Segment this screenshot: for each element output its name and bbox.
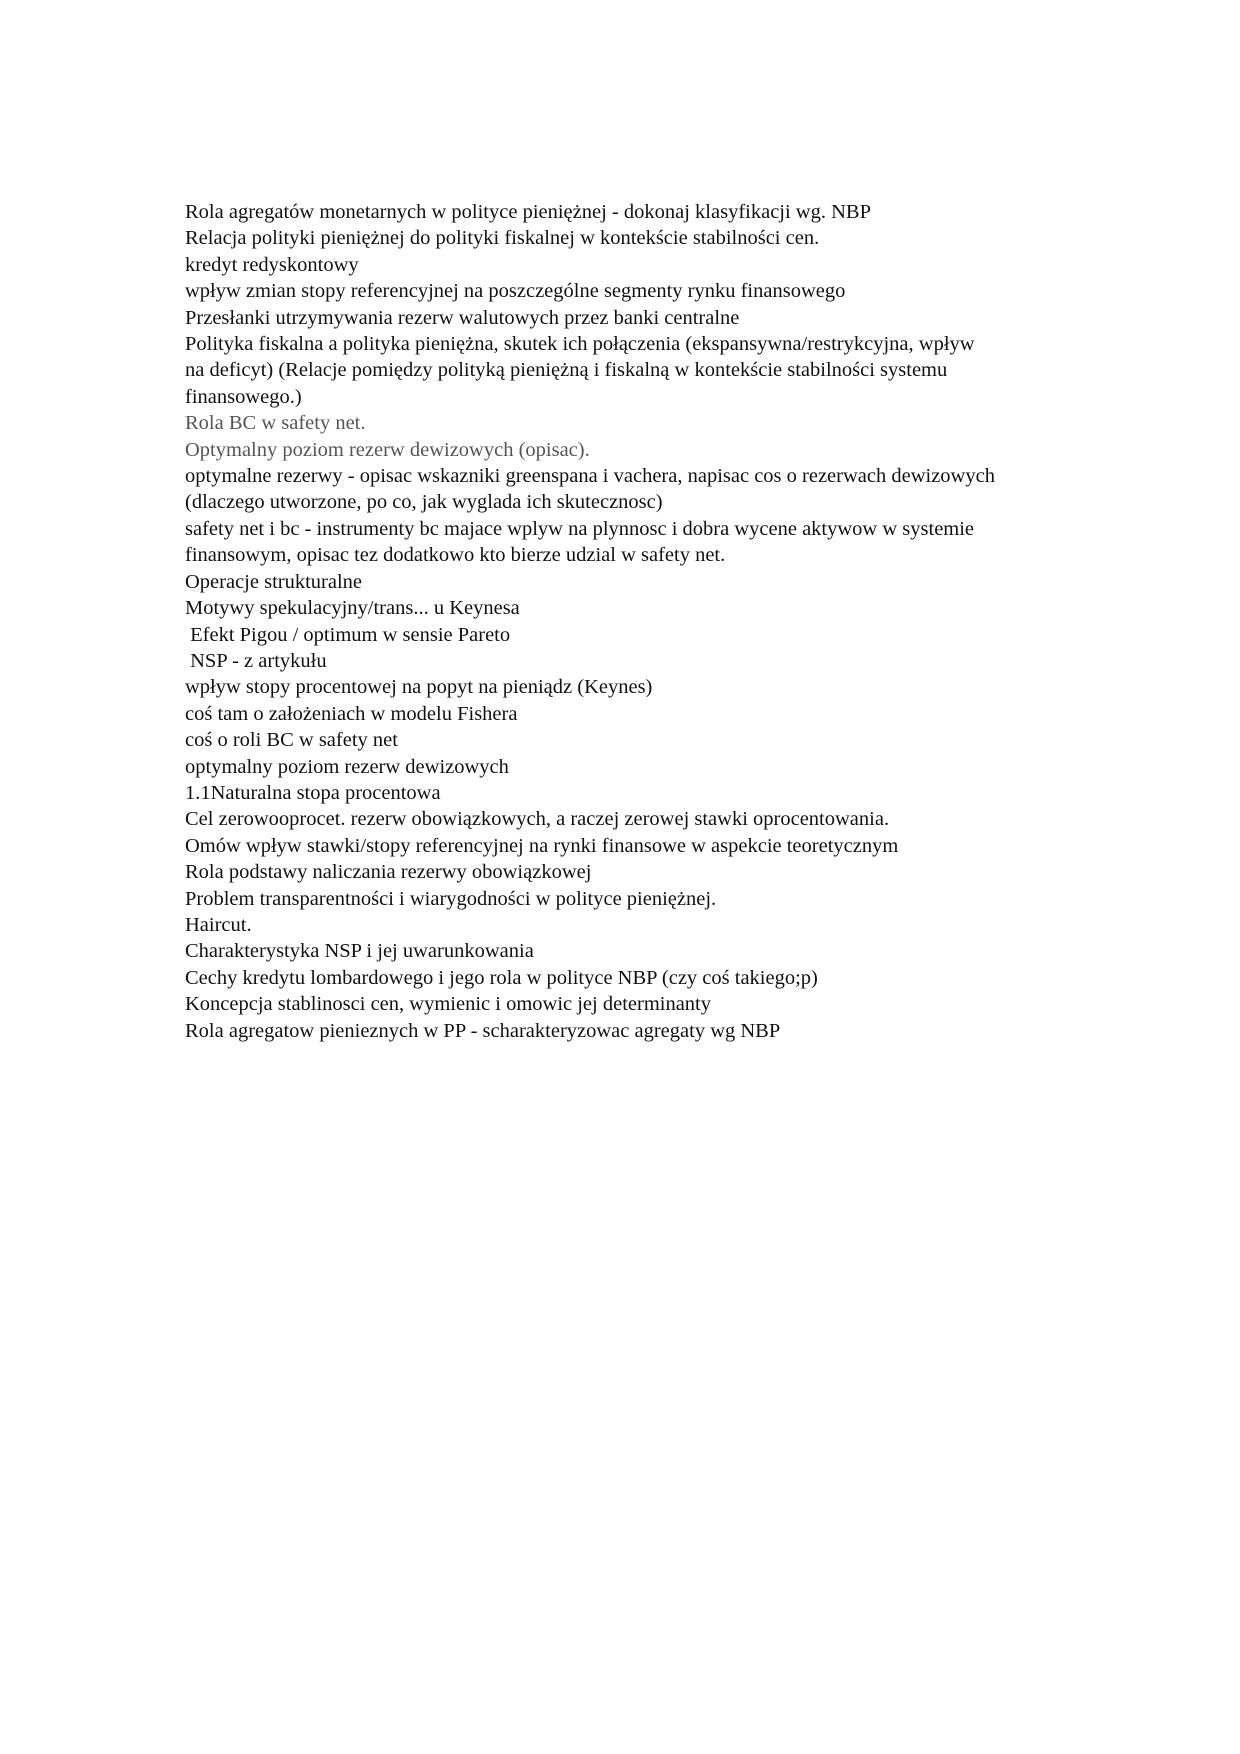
text-line: optymalny poziom rezerw dewizowych <box>185 755 509 778</box>
text-line: Rola agregatów monetarnych w polityce pieniężnej - dokonaj klasyfikacji wg. NBP <box>185 201 871 223</box>
text-line: optymalne rezerwy - opisac wskazniki greenspana i vachera, napisac cos o rezerwach dewizowych <box>185 465 995 488</box>
text-line: Rola podstawy naliczania rezerwy obowiązkowej <box>185 861 592 884</box>
text-line: Rola BC w safety net. <box>185 412 366 435</box>
text-line: Problem transparentności i wiarygodności w polityce pieniężnej. <box>185 887 717 910</box>
text-line: na deficyt) (Relacje pomiędzy polityką pieniężną i fiskalną w kontekście stabilności systemu <box>185 359 948 382</box>
text-line: Motywy spekulacyjny/trans... u Keynesa <box>185 597 520 620</box>
text-line: (dlaczego utworzone, po co, jak wyglada ich skutecznosc) <box>185 491 663 514</box>
text-line: wpływ stopy procentowej na popyt na pieniądz (Keynes) <box>185 676 653 699</box>
text-line: Rola agregatow pienieznych w PP - scharakteryzowac agregaty wg NBP <box>185 1019 781 1042</box>
text-line: NSP - z artykułu <box>185 649 327 672</box>
question-list <box>185 199 1085 1044</box>
text-line: safety net i bc - instrumenty bc majace wplyw na plynnosc i dobra wycene aktywow w systemie <box>185 517 975 540</box>
text-line: Polityka fiskalna a polityka pieniężna, skutek ich połączenia (ekspansywna/restrykcyjna, wpływ <box>185 333 975 356</box>
text-line: Omów wpływ stawki/stopy referencyjnej na rynki finansowe w aspekcie teoretycznym <box>185 834 899 857</box>
text-line: Relacja polityki pieniężnej do polityki fiskalnej w kontekście stabilności cen. <box>185 227 820 250</box>
text-line: Cechy kredytu lombardowego i jego rola w polityce NBP (czy coś takiego;p) <box>185 966 818 989</box>
text-line: Cel zerowooprocet. rezerw obowiązkowych, a raczej zerowej stawki oprocentowania. <box>185 808 890 831</box>
text-line: Przesłanki utrzymywania rezerw walutowych przez banki centralne <box>185 306 740 329</box>
text-line: Charakterystyka NSP i jej uwarunkowania <box>185 940 534 963</box>
text-line: Koncepcja stablinosci cen, wymienic i omowic jej determinanty <box>185 993 712 1016</box>
text-line: Operacje strukturalne <box>185 570 363 593</box>
text-line: kredyt redyskontowy <box>185 253 359 276</box>
text-line: finansowego.) <box>185 385 302 408</box>
text-line: 1.1Naturalna stopa procentowa <box>185 781 441 804</box>
text-line: Optymalny poziom rezerw dewizowych (opisac). <box>185 438 590 461</box>
text-line: coś tam o założeniach w modelu Fishera <box>185 702 518 725</box>
text-line: Efekt Pigou / optimum w sensie Pareto <box>185 623 511 646</box>
text-line: finansowym, opisac tez dodatkowo kto bierze udzial w safety net. <box>185 544 726 567</box>
text-line: wpływ zmian stopy referencyjnej na poszczególne segmenty rynku finansowego <box>185 280 846 303</box>
text-line: coś o roli BC w safety net <box>185 729 398 752</box>
text-line: Haircut. <box>185 913 252 936</box>
